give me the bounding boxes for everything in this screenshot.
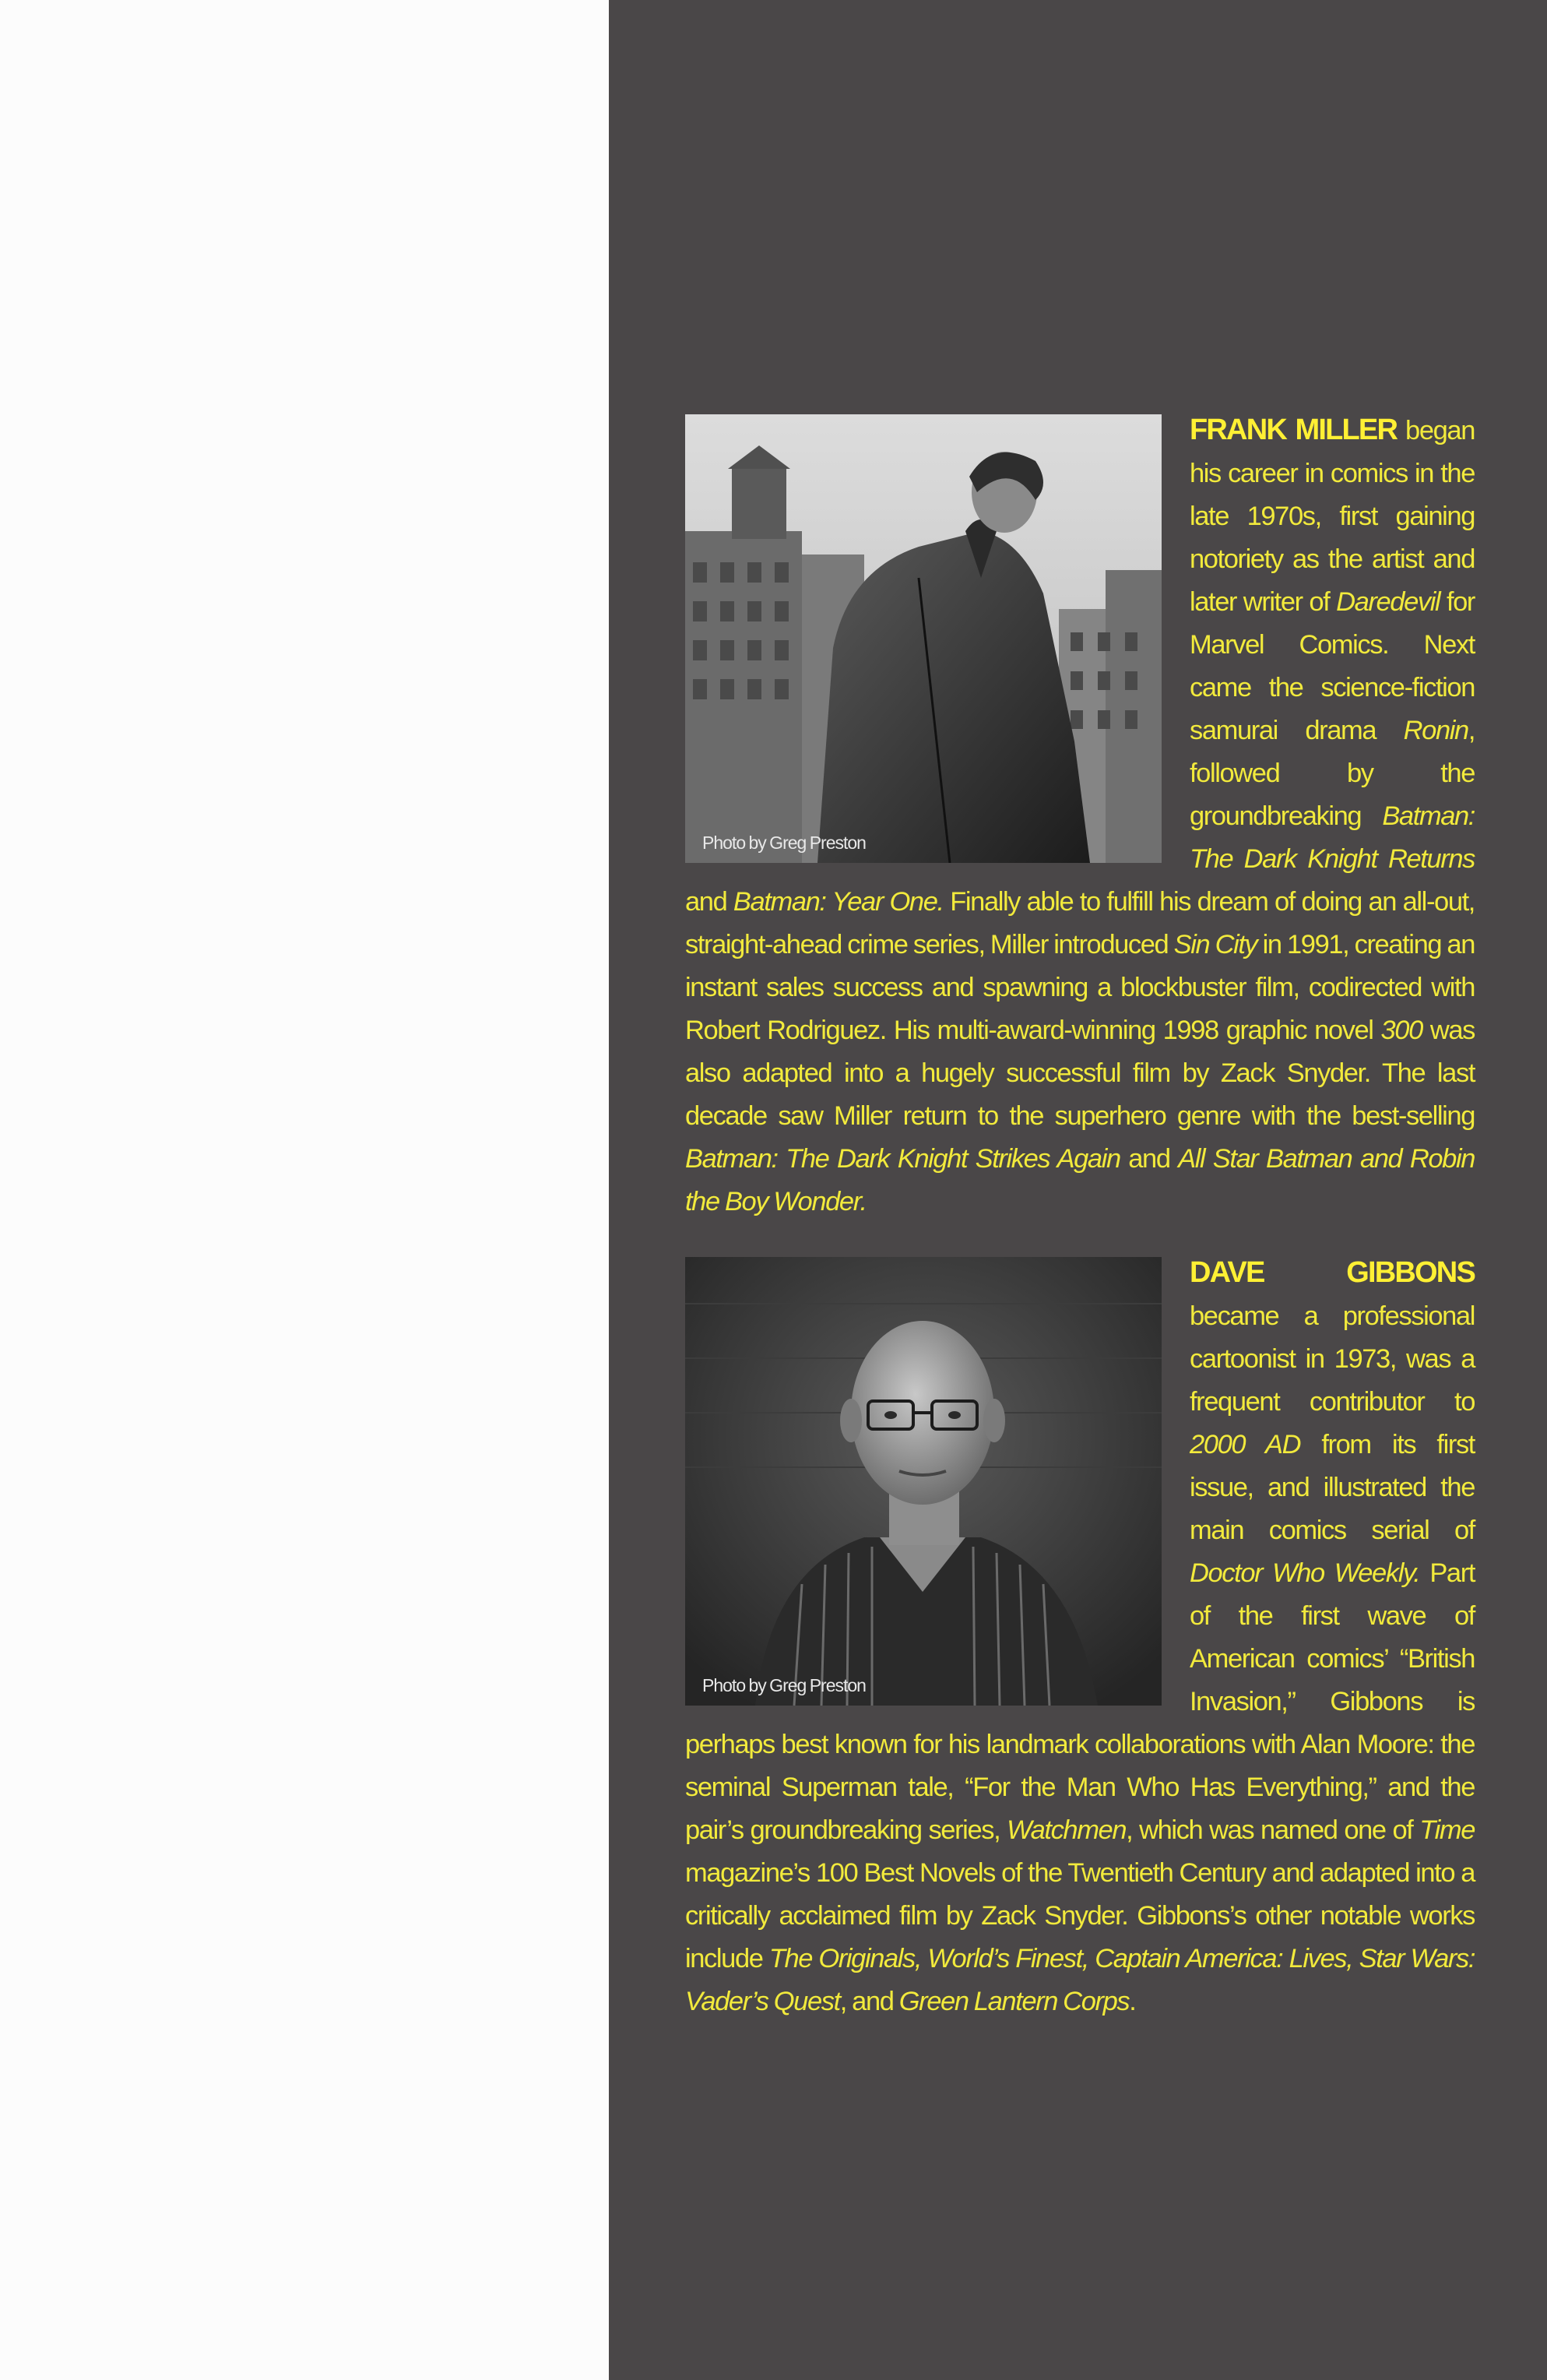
work-title: Batman: The Dark Knight Returns: [1190, 801, 1475, 874]
bio-text: began his career in comics in the late 1970s, first gaining notoriety as the artist and later writer of: [1190, 416, 1475, 617]
work-title: Batman: The Dark Knight Strikes Again: [685, 1144, 1120, 1174]
bio-text: and: [1120, 1144, 1179, 1174]
photo-frank-miller: [685, 414, 1162, 863]
work-title: Doctor Who Weekly.: [1190, 1558, 1420, 1588]
photo-credit-miller: Photo by Greg Preston: [702, 833, 866, 853]
blank-left-margin: [0, 0, 609, 2380]
bio-text: in 1991, creating an instant sales success and spawning a blockbuster film, codirected with Robert Rodriguez. His multi-award-winning 1998 graphic novel: [685, 930, 1475, 1045]
bio-text: , followed by the groundbreaking: [1190, 716, 1475, 831]
author-name-gibbons: DAVE GIBBONS: [1190, 1256, 1475, 1289]
work-title: Time: [1419, 1815, 1475, 1845]
work-title: Batman: Year One.: [733, 887, 944, 917]
work-title: 300: [1380, 1016, 1422, 1045]
bio-dave-gibbons: [685, 1252, 1475, 2023]
frank-miller-portrait-image: [685, 414, 1162, 863]
bio-text: .: [1129, 1987, 1136, 2016]
bio-text: , which was named one of: [1126, 1815, 1420, 1845]
bio-text: Part of the first wave of American comics’ “British Invasion,” Gibbons is perhaps best known for his landmark collaborations with Alan Moore: the seminal Superman tale, “For the Man Who Has Everything,” and the pair’s groundbreaking series,: [685, 1558, 1475, 1845]
photo-credit-gibbons: Photo by Greg Preston: [702, 1675, 866, 1695]
bio-text: was also adapted into a hugely successful film by Zack Snyder. The last decade saw Miller return to the superhero genre with the best-selling: [685, 1016, 1475, 1131]
photo-dave-gibbons: [685, 1257, 1162, 1706]
work-title: Green Lantern Corps: [898, 1987, 1130, 2016]
bio-text: Finally able to fulfill his dream of doing an all-out, straight-ahead crime series, Miller introduced: [685, 887, 1475, 959]
work-title: The Originals, World’s Finest, Captain America: Lives, Star Wars: Vader’s Quest: [685, 1944, 1475, 2016]
bio-text: from its first issue, and illustrated the main comics serial of: [1190, 1430, 1475, 1545]
bio-text: for Marvel Comics. Next came the science-fiction samurai drama: [1190, 587, 1475, 745]
bio-frank-miller: [685, 409, 1475, 1223]
author-name-miller: FRANK MILLER: [1190, 414, 1398, 446]
bio-text: and: [685, 887, 733, 917]
work-title: Watchmen: [1007, 1815, 1127, 1845]
bio-text: became a professional cartoonist in 1973, was a frequent contributor to: [1190, 1301, 1475, 1417]
work-title: Daredevil: [1336, 587, 1440, 617]
bio-text: , and: [839, 1987, 899, 2016]
work-title: Ronin: [1403, 716, 1468, 745]
work-title: 2000 AD: [1190, 1430, 1301, 1459]
work-title: Sin City: [1173, 930, 1257, 959]
dave-gibbons-portrait-image: [685, 1257, 1162, 1706]
bio-text: magazine’s 100 Best Novels of the Twentieth Century and adapted into a critically acclaimed film by Zack Snyder. Gibbons’s other notable works include: [685, 1858, 1475, 1973]
work-title: All Star Batman and Robin the Boy Wonder.: [685, 1144, 1475, 1216]
